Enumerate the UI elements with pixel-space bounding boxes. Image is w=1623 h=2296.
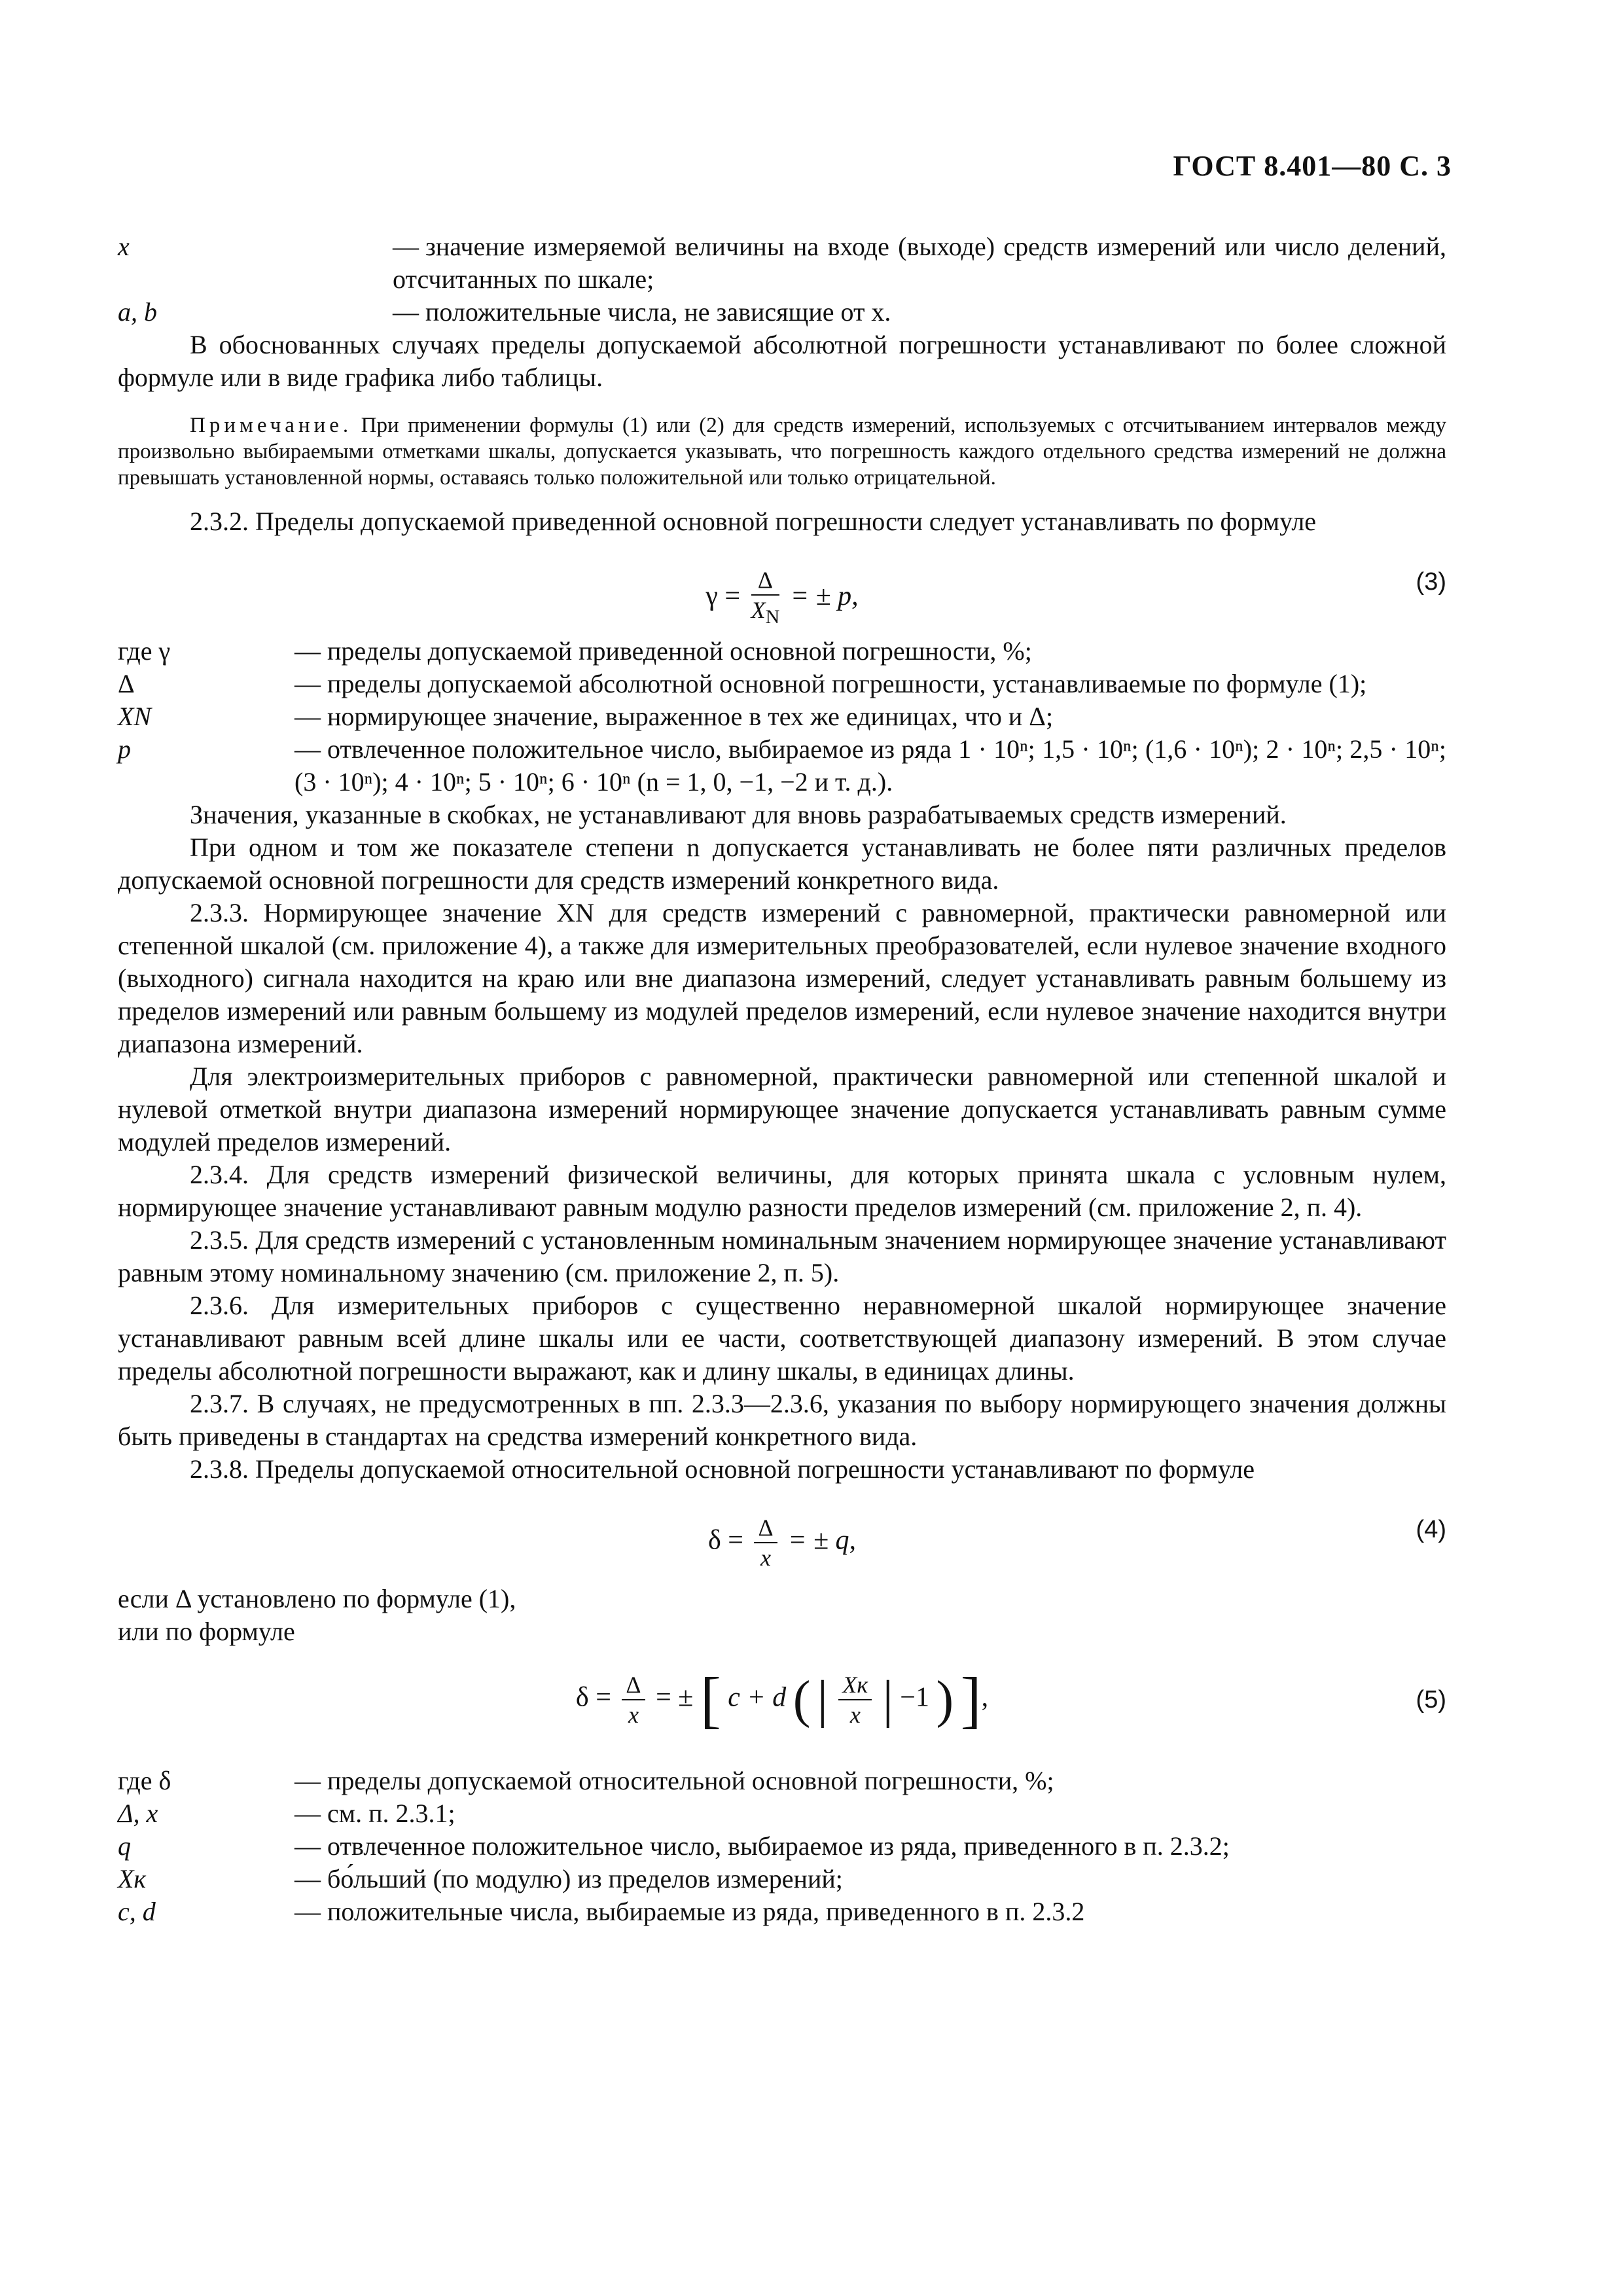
- note-label: Примечание.: [190, 414, 353, 437]
- formula-minus-one: −1: [900, 1682, 929, 1713]
- note-text: При применении формулы (1) или (2) для средств измерений, используемых с отсчитыванием интервалов между произвольно выбираемыми отметками шкалы, допускается указывать, что погрешность каждого отдельного средства измерений не должна превышать установленной нормы, оставаясь только положительной или только отрицательной.: [118, 414, 1446, 490]
- formula-fraction: [751, 565, 780, 632]
- text-line: если Δ установлено по формуле (1),: [118, 1584, 516, 1613]
- definition-text: бо́льший (по модулю) из пределов измерений;: [327, 1864, 843, 1893]
- formula-5: δ = $\frac{\Delta}{x}$ = ± [ c + d ( | $\frac{Xк}{x}$ | −1 ) ], (5): [575, 1664, 1446, 1734]
- paragraph-2-3-3: 2.3.3. Нормирующее значение XN для средств измерений с равномерной, практически равномерной или степенной шкалой (см. приложение 4), а также для измерительных преобразователей, если нулевое значение входного (выходного) сигнала находится на краю или вне диапазона измерений, следует устанавливать равным большему из пределов измерений или равным большему из модулей пределов измерений, если нулевое значение находится внутри диапазона измерений.: [118, 898, 1446, 1058]
- formula-lhs: γ =: [705, 581, 741, 612]
- fraction-numerator: Xк: [838, 1670, 872, 1700]
- paragraph-2-3-2: 2.3.2. Пределы допускаемой приведенной основной погрешности следует устанавливать по формуле: [190, 507, 1317, 536]
- definition-delta-x: Δ, x — см. п. 2.3.1;: [118, 1797, 1446, 1830]
- definition-text: положительные числа, выбираемые из ряда, приведенного в п. 2.3.2: [327, 1897, 1085, 1926]
- definition-term: где δ: [118, 1766, 171, 1795]
- definition-text: нормирующее значение, выраженное в тех же единицах, что и Δ;: [327, 702, 1054, 731]
- fraction-denominator: x: [628, 1702, 639, 1728]
- definition-term: x: [118, 232, 130, 261]
- fraction-numerator: Δ: [622, 1670, 645, 1700]
- fraction-denominator: x: [849, 1702, 861, 1728]
- definition-text: пределы допускаемой относительной основной погрешности, %;: [327, 1766, 1054, 1795]
- paragraph-2-3-6: 2.3.6. Для измерительных приборов с существенно неравномерной шкалой нормирующее значение устанавливают равным всей длине шкалы или ее части, соответствующей диапазону измерений. В этом случае пределы абсолютной погрешности выражают, как и длину шкалы, в единицах длины.: [118, 1291, 1446, 1386]
- definition-text: пределы допускаемой абсолютной основной погрешности, устанавливаемые по формуле (1);: [327, 669, 1367, 698]
- definition-term: Δ: [118, 669, 135, 698]
- definition-x: x — значение измеряемой величины на входе (выходе) средств измерений или число делений, отсчитанных по шкале;: [118, 232, 1446, 294]
- definition-xk: Xк — бо́льший (по модулю) из пределов измерений;: [118, 1863, 1446, 1895]
- document-body: [118, 230, 1446, 1928]
- paragraph-2-3-7: 2.3.7. В случаях, не предусмотренных в пп. 2.3.3—2.3.6, указания по выбору нормирующего значения должны быть приведены в стандартах на средства измерений конкретного вида.: [118, 1389, 1446, 1451]
- definition-term: p: [118, 734, 131, 764]
- definition-term: a, b: [118, 297, 157, 327]
- definition-text: отвлеченное положительное число, выбираемое из ряда, приведенного в п. 2.3.2;: [327, 1831, 1230, 1861]
- text-line: или по формуле: [118, 1617, 295, 1646]
- definition-delta-rel: где δ — пределы допускаемой относительной основной погрешности, %;: [118, 1765, 1446, 1797]
- paragraph-2-3-8: 2.3.8. Пределы допускаемой относительной основной погрешности устанавливают по формуле: [190, 1454, 1255, 1484]
- definition-c-d: c, d — положительные числа, выбираемые из ряда, приведенного в п. 2.3.2: [118, 1895, 1446, 1928]
- fraction-denominator: x: [760, 1545, 772, 1571]
- definition-text: значение измеряемой величины на входе (выходе) средств измерений или число делений, отсчитанных по шкале;: [393, 232, 1446, 294]
- definition-xn: XN — нормирующее значение, выраженное в тех же единицах, что и Δ;: [118, 700, 1446, 733]
- formula-rhs: = ± q,: [788, 1525, 857, 1556]
- paragraph-intro: В обоснованных случаях пределы допускаемой абсолютной погрешности устанавливают по более сложной формуле или в виде графика либо таблицы.: [118, 330, 1446, 392]
- formula-rhs: = ± p,: [790, 581, 859, 612]
- paragraph: Для электроизмерительных приборов с равномерной, практически равномерной или степенной шкалой и нулевой отметкой внутри диапазона измерений нормирующее значение допускается устанавливать равным сумме модулей пределов измерений.: [118, 1062, 1446, 1157]
- formula-plus-minus: = ±: [656, 1682, 694, 1713]
- formula-4: [118, 1495, 1446, 1573]
- fraction-numerator: Δ: [754, 1513, 777, 1543]
- definition-q: q — отвлеченное положительное число, выбираемое из ряда, приведенного в п. 2.3.2;: [118, 1830, 1446, 1863]
- definition-term: XN: [118, 702, 152, 731]
- formula-lhs: δ =: [575, 1682, 611, 1713]
- definition-term: Δ, x: [118, 1799, 158, 1828]
- formula-fraction: [754, 1513, 777, 1572]
- definition-a-b: a, b — положительные числа, не зависящие от x.: [118, 296, 1446, 329]
- paragraph-2-3-4: 2.3.4. Для средств измерений физической величины, для которых принята шкала с условным нулем, нормирующее значение устанавливают равным модулю разности пределов измерений (см. приложение 2, п. 4).: [118, 1160, 1446, 1222]
- note: [118, 412, 1446, 491]
- fraction-numerator: Δ: [751, 565, 780, 596]
- definition-text: положительные числа, не зависящие от x.: [425, 297, 891, 327]
- definition-delta: Δ — пределы допускаемой абсолютной основной погрешности, устанавливаемые по формуле (1);: [118, 668, 1446, 700]
- paragraph: Значения, указанные в скобках, не устанавливают для вновь разрабатываемых средств измерений.: [190, 800, 1287, 829]
- equation-number: (4): [1416, 1516, 1446, 1543]
- formula-c-d: c + d: [728, 1682, 787, 1713]
- definition-term: q: [118, 1831, 131, 1861]
- definition-text: отвлеченное положительное число, выбираемое из ряда 1 · 10ⁿ; 1,5 · 10ⁿ; (1,6 · 10ⁿ); 2 · 10ⁿ; 2,5 · 10ⁿ; (3 · 10ⁿ); 4 · 10ⁿ; 5 · 10ⁿ; 6 · 10ⁿ (n = 1, 0, −1, −2 и т. д.).: [294, 734, 1446, 797]
- formula-lhs: δ =: [707, 1525, 743, 1556]
- definition-p: p — отвлеченное положительное число, выбираемое из ряда 1 · 10ⁿ; 1,5 · 10ⁿ; (1,6 · 10ⁿ); 2 · 10ⁿ; 2,5 · 10ⁿ; (3 · 10ⁿ); 4 · 10ⁿ; 5 · 10ⁿ; 6 · 10ⁿ (n = 1, 0, −1, −2 и т. д.).: [118, 734, 1446, 797]
- equation-number: (3): [1416, 568, 1446, 596]
- formula-3: [118, 547, 1446, 626]
- paragraph-2-3-5: 2.3.5. Для средств измерений с установленным номинальным значением нормирующее значение устанавливают равным этому номинальному значению (см. приложение 2, п. 5).: [118, 1225, 1446, 1287]
- equation-number: (5): [1416, 1686, 1446, 1713]
- page-header: ГОСТ 8.401—80 С. 3: [1173, 150, 1452, 182]
- definition-gamma: где γ — пределы допускаемой приведенной основной погрешности, %;: [118, 635, 1446, 668]
- paragraph: При одном и том же показателе степени n допускается устанавливать не более пяти различных пределов допускаемой основной погрешности для средств измерений конкретного вида.: [118, 833, 1446, 895]
- fraction-denominator: $X_N$: [751, 597, 780, 628]
- formula-fraction: [622, 1670, 645, 1729]
- definition-text: см. п. 2.3.1;: [327, 1799, 455, 1828]
- definition-text: пределы допускаемой приведенной основной погрешности, %;: [327, 636, 1032, 666]
- formula-inner-fraction: [838, 1670, 872, 1729]
- definition-term: c, d: [118, 1897, 156, 1926]
- definition-term: Xк: [118, 1864, 147, 1893]
- definition-term: где γ: [118, 636, 171, 666]
